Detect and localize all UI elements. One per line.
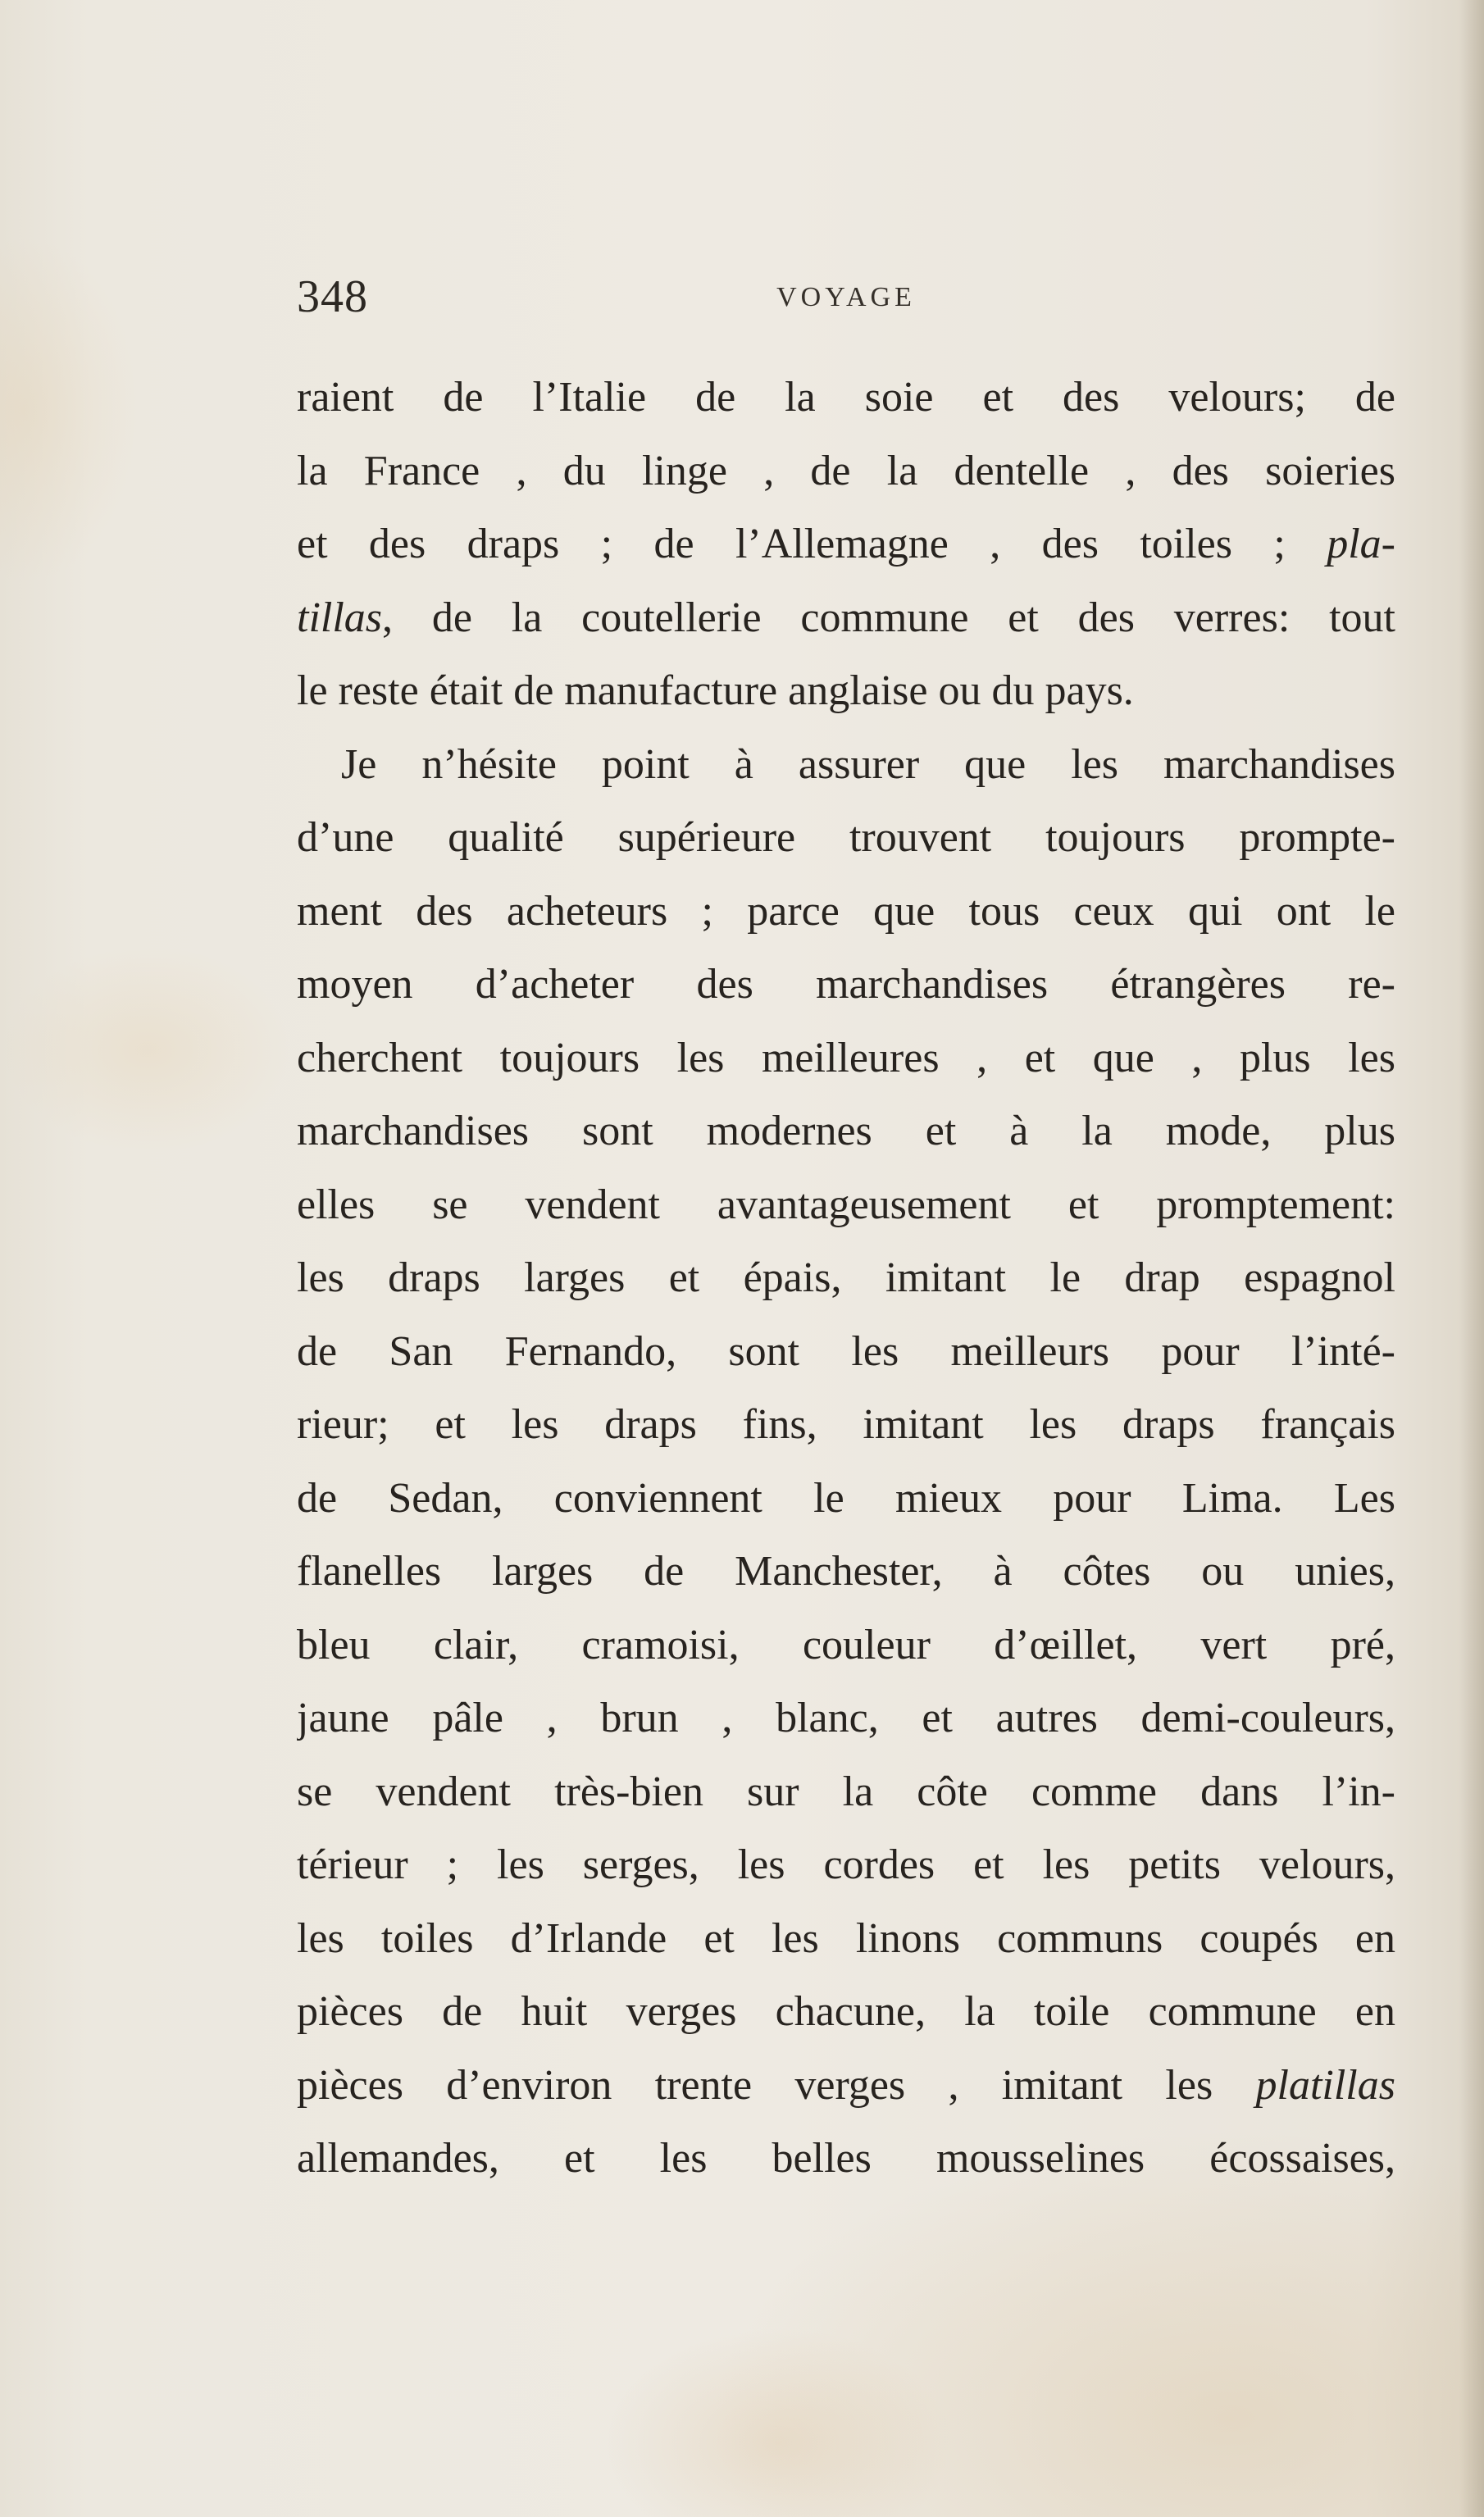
italic-term: tillas [297,594,383,641]
text-line: bleu clair, cramoisi, couleur d’œillet, vert pré, [297,1621,1395,1668]
page-edge-shadow [1459,0,1484,2517]
text-line: allemandes, et les belles mousselines écossaises, [297,2135,1395,2182]
page-header [297,271,1395,336]
text-line: raient de l’Italie de la soie et des velours; de [297,374,1395,421]
text-line: se vendent très-bien sur la côte comme dans l’in- [297,1768,1395,1815]
text-line: rieur; et les draps fins, imitant les draps français [297,1401,1395,1448]
text-line: jaune pâle , brun , blanc, et autres demi-couleurs, [297,1695,1395,1741]
text-line: flanelles larges de Manchester, à côtes ou unies, [297,1548,1395,1595]
text-line: la France , du linge , de la dentelle , des soieries [297,447,1395,494]
text-line: marchandises sont modernes et à la mode, plus [297,1108,1395,1154]
text-line: cherchent toujours les meilleures , et que , plus les [297,1034,1395,1081]
page-number: 348 [297,271,368,322]
italic-term: platillas [1255,2061,1395,2109]
text-line: tillas, de la coutellerie commune et des verres: tout [297,594,1395,641]
text-line: le reste était de manufacture anglaise ou du pays. [297,667,1134,714]
text-line: Je n’hésite point à assurer que les marchandises [341,740,1395,788]
text-line: moyen d’acheter des marchandises étrangères re- [297,961,1395,1008]
text-line: pièces de huit verges chacune, la toile commune en [297,1988,1395,2035]
text-line: les toiles d’Irlande et les linons communs coupés en [297,1914,1395,1962]
text-line: elles se vendent avantageusement et promptement: [297,1181,1395,1228]
body-text [297,361,1395,2196]
text-line: térieur ; les serges, les cordes et les petits velours, [297,1841,1395,1888]
text-line: et des draps ; de l’Allemagne , des toiles ; pla- [297,521,1395,567]
text-line: pièces d’environ trente verges , imitant les platillas [297,2061,1395,2109]
running-head: VOYAGE [776,282,916,312]
text-line: les draps larges et épais, imitant le drap espagnol [297,1254,1395,1301]
text-line: ment des acheteurs ; parce que tous ceux qui ont le [297,887,1395,935]
text-line: d’une qualité supérieure trouvent toujours prompte- [297,814,1395,861]
italic-term: pla- [1327,521,1395,567]
text-line: de Sedan, conviennent le mieux pour Lima. Les [297,1474,1395,1522]
text-line: de San Fernando, sont les meilleurs pour l’inté- [297,1327,1395,1375]
